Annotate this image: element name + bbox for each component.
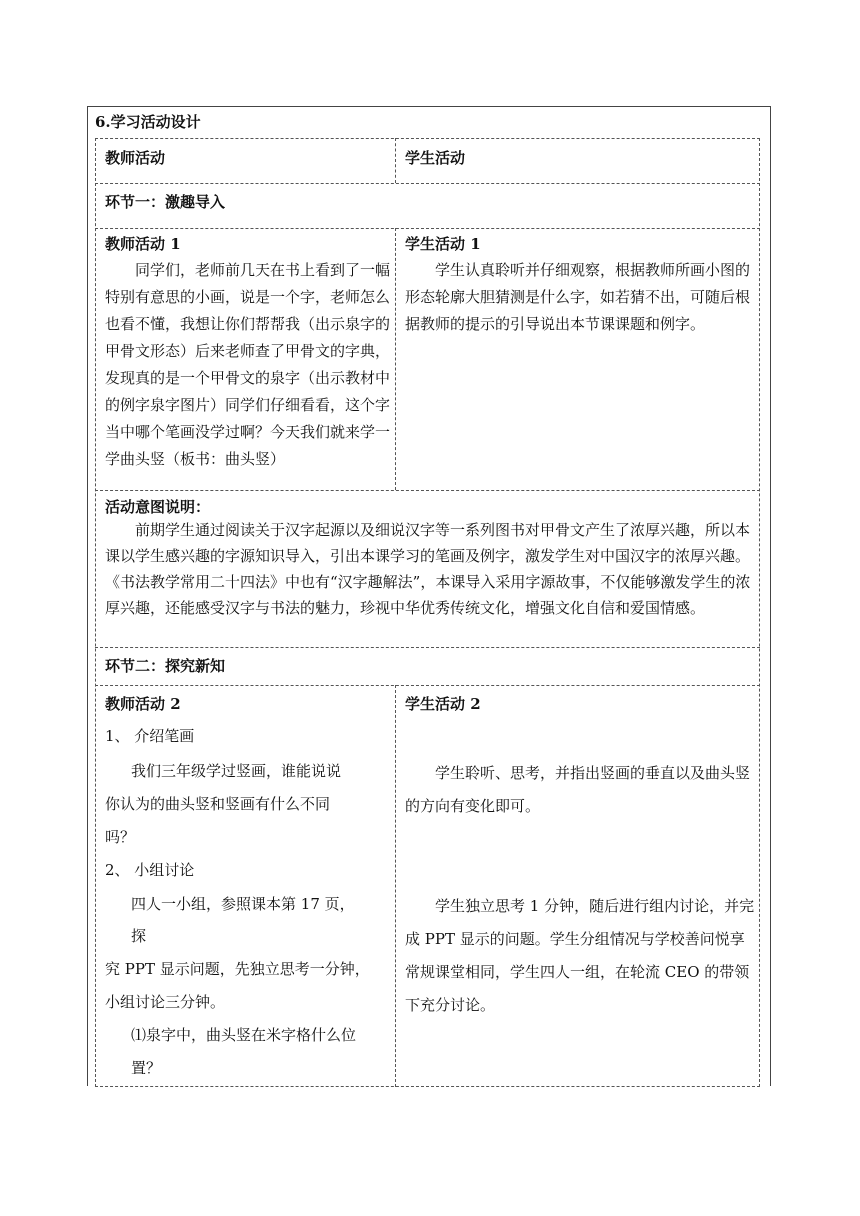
stage1-student-label: 学生活动 1 [405, 235, 481, 253]
stage2-item1-text: 你认为的曲头竖和竖画有什么不同 [105, 795, 331, 813]
stage2-item1: 1、 介绍笔画 [105, 727, 195, 745]
stage1-student-text: 学生认真聆听并仔细观察，根据教师所画小图的形态轮廓大胆猜测是什么字，如若猜不出，可随后根据教师的提示的引导说出本节课课题和例字。 [405, 261, 751, 333]
row-divider [95, 685, 760, 686]
teacher-column-header: 教师活动 [105, 149, 166, 167]
stage2-item1-text: 吗？ [105, 828, 136, 846]
stage2-item2-text: 究 PPT 显示问题，先独立思考一分钟， [105, 960, 370, 978]
stage1-title: 环节一：激趣导入 [105, 193, 226, 211]
stage1-teacher-text: 同学们，老师前几天在书上看到了一幅特别有意思的小画，说是一个字，老师怎么也看不懂，我想让你们帮帮我（出示泉字的甲骨文形态）后来老师查了甲骨文的字典，发现真的是一个甲骨文的泉字（出示教材中的例字泉字图片）同学们仔细看看，这个字当中哪个笔画没学过啊？今天我们就来学一学曲头竖（板书：曲头竖） [105, 261, 391, 468]
column-divider [395, 685, 396, 1087]
intent-text: 前期学生通过阅读关于汉字起源以及细说汉字等一系列图书对甲骨文产生了浓厚兴趣，所以本课以学生感兴趣的字源知识导入，引出本课学习的笔画及例字，激发学生对中国汉字的浓厚兴趣。《书法教学常用二十四法》中也有“汉字趣解法”，本课导入采用字源故事，不仅能够激发学生的浓厚兴趣，还能感受汉字与书法的魅力，珍视中华优秀传统文化，增强文化自信和爱国情感。 [105, 521, 751, 617]
stage2-question-1: 置？ [131, 1059, 162, 1077]
stage2-item2-text: 探 [131, 927, 147, 945]
student-column-header: 学生活动 [405, 149, 466, 167]
intent-label: 活动意图说明： [105, 498, 211, 516]
stage2-item1-text: 我们三年级学过竖画，谁能说说 [131, 762, 342, 780]
stage2-title: 环节二：探究新知 [105, 657, 226, 675]
row-divider [95, 490, 760, 491]
stage2-student-text-2: 学生独立思考 1 分钟，随后进行组内讨论，并完成 PPT 显示的问题。学生分组情况与学校善问悦享常规课堂相同，学生四人一组，在轮流 CEO 的带领下充分讨论。 [405, 897, 755, 1014]
stage2-item2: 2、 小组讨论 [105, 861, 195, 879]
stage2-student-text-1: 学生聆听、思考，并指出竖画的垂直以及曲头竖的方向有变化即可。 [405, 764, 751, 815]
stage2-student-label: 学生活动 2 [405, 695, 481, 713]
stage2-question-1: ⑴泉字中，曲头竖在米字格什么位 [131, 1026, 357, 1044]
row-divider [95, 647, 760, 648]
stage1-teacher-label: 教师活动 1 [105, 235, 181, 253]
section-title: 6.学习活动设计 [95, 113, 201, 131]
row-divider [95, 183, 760, 184]
column-divider [395, 138, 396, 183]
row-divider [95, 228, 760, 229]
stage2-item2-text: 四人一小组，参照课本第 17 页， [131, 895, 355, 913]
column-divider [395, 228, 396, 490]
stage2-item2-text: 小组讨论三分钟。 [105, 993, 226, 1011]
stage2-teacher-label: 教师活动 2 [105, 695, 181, 713]
